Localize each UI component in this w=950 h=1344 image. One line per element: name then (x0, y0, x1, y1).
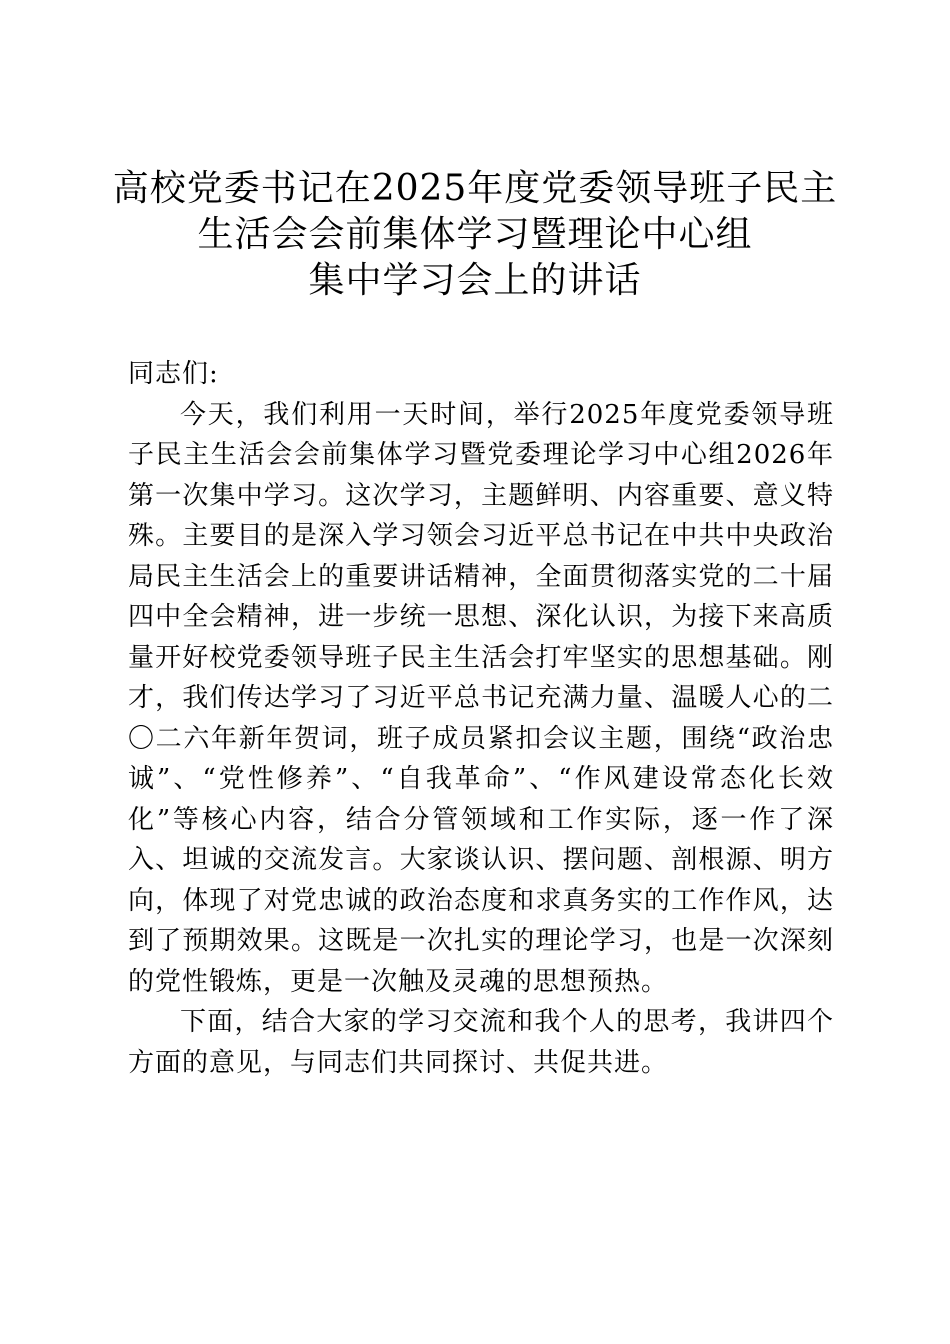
title-line-3: 集中学习会上的讲话 (308, 260, 642, 301)
paragraph-1: 今天，我们利用一天时间，举行2025年度党委领导班子民主生活会会前集体学习暨党委理论学习中心组2026年第一次集中学习。这次学习，主题鲜明、内容重要、意义特殊。主要目的是深入学习领会习近平总书记在中共中央政治局民主生活会上的重要讲话精神，全面贯彻落实党的二十届四中全会精神，进一步统一思想、深化认识，为接下来高质量开好校党委领导班子民主生活会打牢坚实的思想基础。刚才，我们传达学习了习近平总书记充满力量、温暖人心的二〇二六年新年贺词，班子成员紧扣会议主题，围绕“政治忠诚”、“党性修养”、“自我革命”、“作风建设常态化长效化”等核心内容，结合分管领域和工作实际，逐一作了深入、坦诚的交流发言。大家谈认识、摆问题、剖根源、明方向，体现了对党忠诚的政治态度和求真务实的工作作风，达到了预期效果。这既是一次扎实的理论学习，也是一次深刻的党性锻炼，更是一次触及灵魂的思想预热。 (128, 399, 834, 997)
title-line-1: 高校党委书记在2025年度党委领导班子民主 (112, 168, 838, 209)
paragraph-2: 下面，结合大家的学习交流和我个人的思考，我讲四个方面的意见，与同志们共同探讨、共促共进。 (128, 1007, 834, 1078)
title-line-2: 生活会会前集体学习暨理论中心组 (197, 214, 753, 255)
document-title (100, 166, 850, 304)
document-body (128, 354, 834, 1083)
salutation: 同志们: (128, 359, 219, 389)
